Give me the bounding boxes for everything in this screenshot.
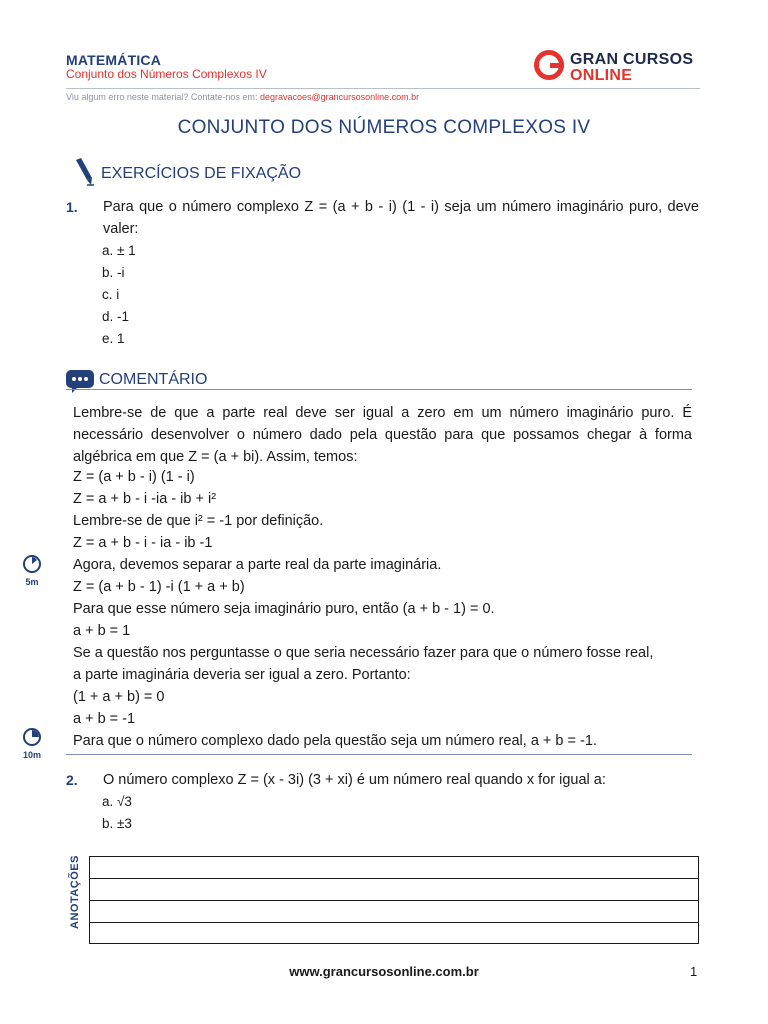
notes-line xyxy=(90,900,698,901)
timer-10m-label: 10m xyxy=(22,750,41,760)
subject-title: MATEMÁTICA xyxy=(66,52,162,68)
comment-line-10: a parte imaginária deveria ser igual a zero. Portanto: xyxy=(73,667,411,683)
comment-line-2: Z = a + b - i -ia - ib + i² xyxy=(73,491,217,507)
comment-line-7: Para que esse número seja imaginário puro, então (a + b - 1) = 0. xyxy=(73,601,495,617)
notes-box[interactable] xyxy=(89,856,699,944)
header-divider xyxy=(66,88,700,89)
comment-line-4: Z = a + b - i - ia - ib -1 xyxy=(73,535,213,551)
footer-website-link[interactable]: www.grancursosonline.com.br xyxy=(289,964,479,979)
logo-g-icon xyxy=(534,50,564,80)
pencil-icon xyxy=(72,158,94,186)
speech-bubble-icon xyxy=(66,370,94,394)
question-1-option-b: b. -i xyxy=(102,265,125,280)
question-2-option-a: a. √3 xyxy=(102,794,132,809)
question-1-number: 1. xyxy=(66,199,78,215)
notes-label: ANOTAÇÕES xyxy=(69,855,81,929)
logo-text-line1: GRAN CURSOS xyxy=(570,51,694,68)
topic-subtitle: Conjunto dos Números Complexos IV xyxy=(66,67,267,81)
comment-line-5: Agora, devemos separar a parte real da parte imaginária. xyxy=(73,557,442,573)
comment-line-8: a + b = 1 xyxy=(73,623,131,639)
comment-line-13: Para que o número complexo dado pela questão seja um número real, a + b = -1. xyxy=(73,733,597,749)
question-2-option-b: b. ±3 xyxy=(102,816,132,831)
comment-heading-rule xyxy=(66,389,692,390)
page-title: CONJUNTO DOS NÚMEROS COMPLEXOS IV xyxy=(177,117,591,138)
question-1-option-d: d. -1 xyxy=(102,309,130,324)
contact-notice xyxy=(66,92,419,102)
timer-5m-label: 5m xyxy=(25,577,39,587)
page-number: 1 xyxy=(690,964,698,979)
comment-line-9: Se a questão nos perguntasse o que seria necessário fazer para que o número fosse real, xyxy=(73,645,654,661)
comment-line-12: a + b = -1 xyxy=(73,711,136,727)
section-comment-heading: COMENTÁRIO xyxy=(99,371,208,388)
question-1-option-a: a. ± 1 xyxy=(102,243,136,258)
timer-5m-icon xyxy=(23,555,41,573)
question-2-text: O número complexo Z = (x - 3i) (3 + xi) é um número real quando x for igual a: xyxy=(103,772,606,788)
section-exercises-heading: EXERCÍCIOS DE FIXAÇÃO xyxy=(101,165,302,182)
logo-text-line2: ONLINE xyxy=(570,67,633,84)
comment-line-6: Z = (a + b - 1) -i (1 + a + b) xyxy=(73,579,245,595)
timer-10m-icon xyxy=(23,728,41,746)
question-1-text: Para que o número complexo Z = (a + b - i) (1 - i) seja um número imaginário puro, deve valer: xyxy=(103,199,699,237)
question-2-number: 2. xyxy=(66,772,78,788)
contact-email-link[interactable]: degravacoes@grancursosonline.com.br xyxy=(259,92,420,102)
comment-line-11: (1 + a + b) = 0 xyxy=(73,689,165,705)
contact-prefix: Viu algum erro neste material? Contate-nos em: xyxy=(66,92,260,102)
notes-line xyxy=(90,922,698,923)
comment-end-rule xyxy=(66,754,692,755)
question-1-option-e: e. 1 xyxy=(102,331,125,346)
brand-logo xyxy=(534,50,704,86)
comment-intro-paragraph: Lembre-se de que a parte real deve ser igual a zero em um número imaginário puro. É necessário desenvolver o número dado pela questão para que possamos chegar à forma algébrica em que Z = (a + bi). Assim, temos: xyxy=(73,405,692,465)
notes-line xyxy=(90,878,698,879)
comment-line-1: Z = (a + b - i) (1 - i) xyxy=(73,469,195,485)
comment-line-3: Lembre-se de que i² = -1 por definição. xyxy=(73,513,324,529)
question-1-option-c: c. i xyxy=(102,287,120,302)
